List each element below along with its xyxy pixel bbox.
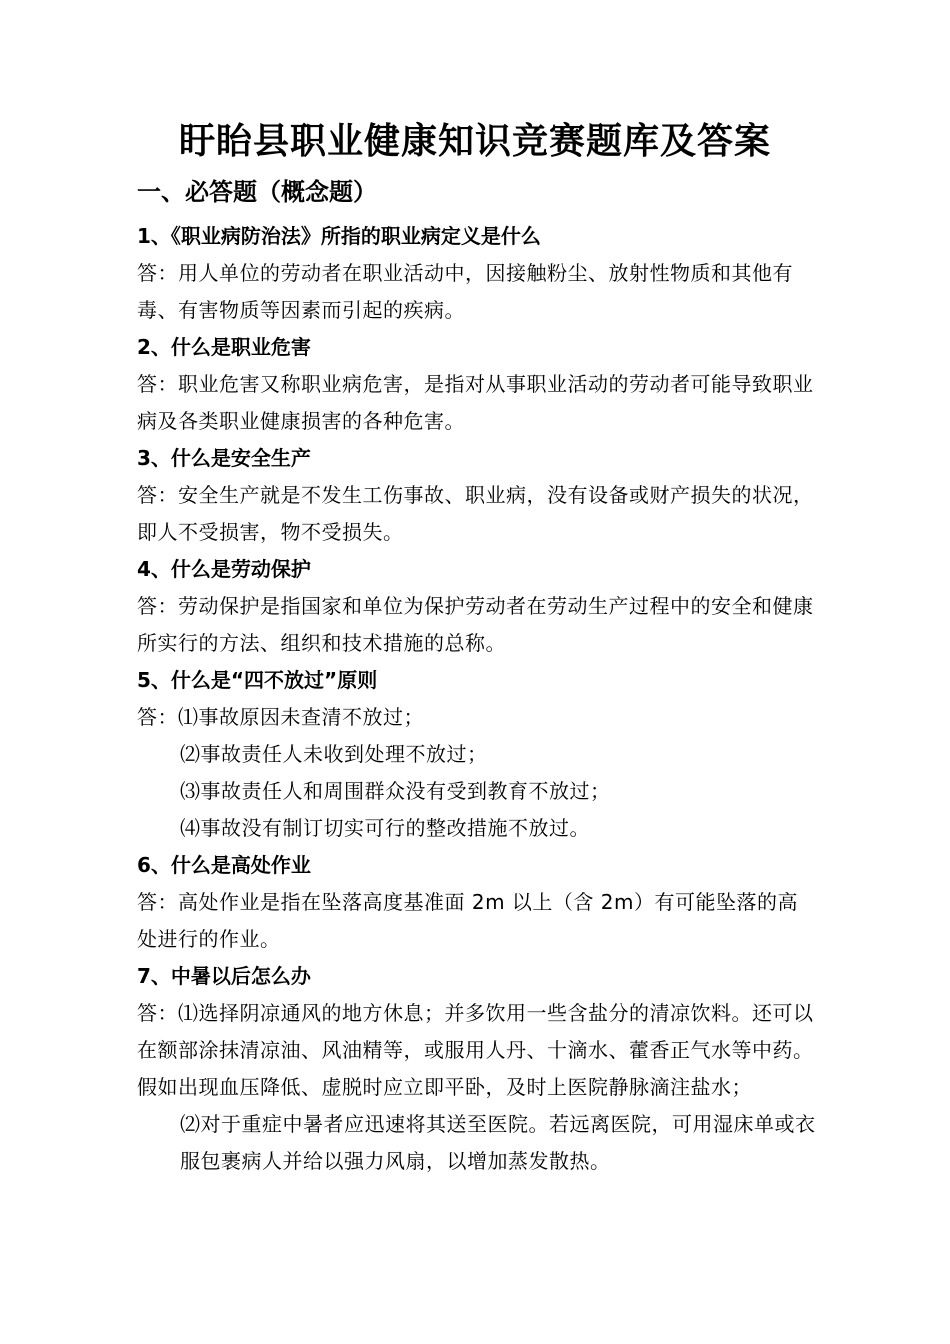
question-5: 5、什么是“四不放过”原则 bbox=[137, 668, 378, 692]
answer-1 bbox=[137, 255, 817, 329]
question-6: 6、什么是高处作业 bbox=[137, 853, 311, 877]
answer-6-text: 答：高处作业是指在坠落高度基准面 2m 以上（含 2m）有可能坠落的高处进行的作业。 bbox=[137, 890, 798, 951]
question-2: 2、什么是职业危害 bbox=[137, 335, 311, 359]
question-3: 3、什么是安全生产 bbox=[137, 446, 311, 470]
question-1: 1、《职业病防治法》所指的职业病定义是什么 bbox=[137, 224, 541, 248]
answer-1-text: 答：用人单位的劳动者在职业活动中，因接触粉尘、放射性物质和其他有毒、有害物质等因素而引起的疾病。 bbox=[137, 261, 793, 322]
answer-5-line-4: ⑷事故没有制订切实可行的整改措施不放过。 bbox=[180, 816, 590, 840]
question-4: 4、什么是劳动保护 bbox=[137, 557, 311, 581]
answer-2-text: 答：职业危害又称职业病危害，是指对从事职业活动的劳动者可能导致职业病及各类职业健康损害的各种危害。 bbox=[137, 372, 814, 433]
answer-5-line-1: 答：⑴事故原因未查清不放过； bbox=[137, 705, 424, 729]
answer-7-para-2: ⑵对于重症中暑者应迅速将其送至医院。若远离医院，可用湿床单或衣服包裹病人并给以强力风扇，以增加蒸发散热。 bbox=[180, 1112, 816, 1173]
section-heading: 一、必答题（概念题） bbox=[137, 178, 377, 206]
answer-4 bbox=[137, 588, 817, 662]
answer-4-text: 答：劳动保护是指国家和单位为保护劳动者在劳动生产过程中的安全和健康所实行的方法、组织和技术措施的总称。 bbox=[137, 594, 814, 655]
document-title: 盱眙县职业健康知识竞赛题库及答案 bbox=[178, 120, 771, 162]
answer-2 bbox=[137, 366, 817, 440]
answer-5 bbox=[137, 699, 817, 847]
answer-7-para-1: 答：⑴选择阴凉通风的地方休息；并多饮用一些含盐分的清凉饮料。还可以在额部涂抹清凉油、风油精等，或服用人丹、十滴水、藿香正气水等中药。假如出现血压降低、虚脱时应立即平卧，及时上医院静脉滴注盐水； bbox=[137, 1001, 814, 1099]
answer-5-line-3: ⑶事故责任人和周围群众没有受到教育不放过； bbox=[180, 779, 611, 803]
answer-3 bbox=[137, 477, 817, 551]
answer-6 bbox=[137, 884, 817, 958]
answer-5-line-2: ⑵事故责任人未收到处理不放过； bbox=[180, 742, 488, 766]
answer-3-text: 答：安全生产就是不发生工伤事故、职业病，没有设备或财产损失的状况，即人不受损害，物不受损失。 bbox=[137, 483, 814, 544]
question-7: 7、中暑以后怎么办 bbox=[137, 964, 311, 988]
answer-7 bbox=[137, 995, 817, 1180]
